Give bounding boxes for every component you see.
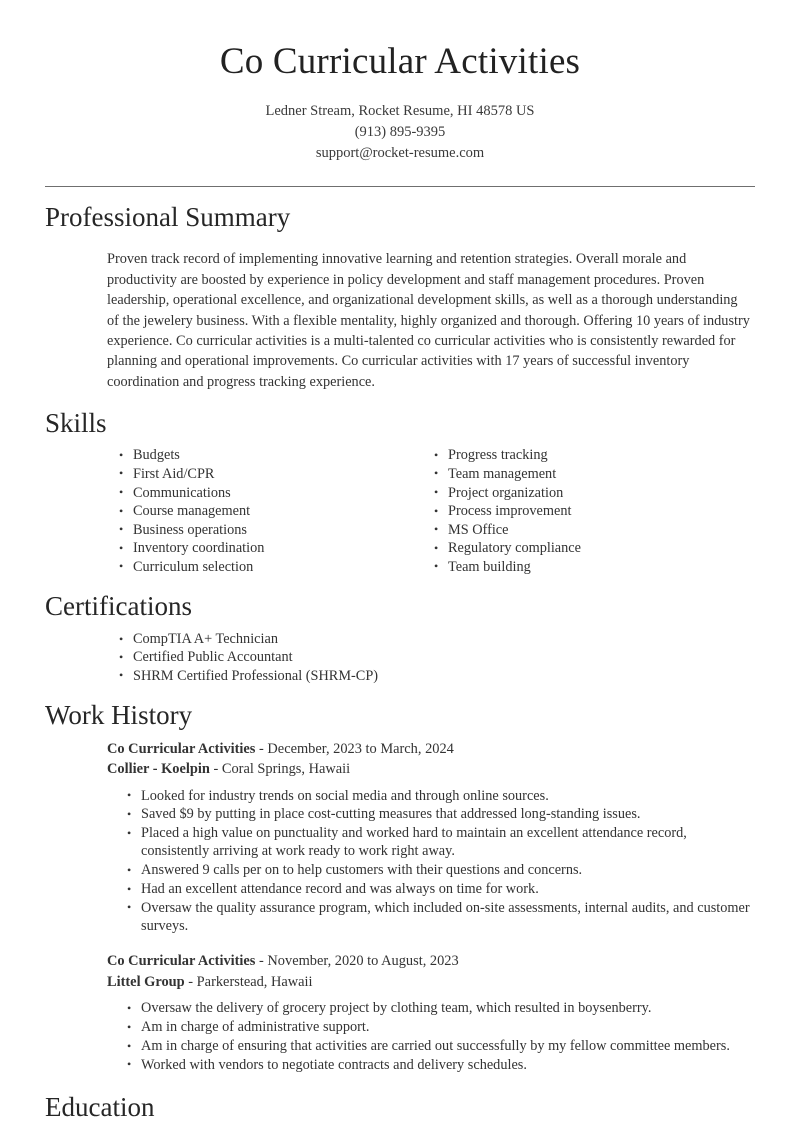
- page-title: Co Curricular Activities: [219, 41, 581, 82]
- list-item: • Progress tracking: [432, 446, 727, 464]
- section-title-certifications: Certifications: [45, 591, 192, 622]
- skills-columns: [45, 446, 755, 576]
- professional-summary-text: Proven track record of implementing innovative learning and retention strategies. Overall morale and productivity are boosted by experience in policy development and staff management procedures. Proven leadership, operational excellence, and organizational development skills, as well as a thorough understanding of the jewelery business. With a flexible mentality, highly organized and thorough. Offering 10 years of industry experience. Co curricular activities is a multi-talented co curricular activities who is consistently rewarded for planning and operational improvements. Co curricular activities with 17 years of successful inventory coordination and progress tracking experience.: [107, 251, 750, 390]
- section-title-professional-summary: Professional Summary: [45, 202, 291, 233]
- list-item: • Business operations: [117, 521, 422, 539]
- list-item: • Process improvement: [432, 502, 727, 520]
- list-item: • Am in charge of ensuring that activities are carried out successfully by my fellow committee members.: [125, 1037, 755, 1055]
- list-item: • Inventory coordination: [117, 539, 422, 557]
- list-item: • MS Office: [432, 521, 727, 539]
- list-item: • Saved $9 by putting in place cost-cutting measures that addressed long-standing issues.: [125, 805, 755, 823]
- job-company: Littel Group: [107, 973, 185, 990]
- work-history-entry: [45, 739, 755, 936]
- section-title-skills: Skills: [45, 407, 107, 438]
- job-location: - Parkerstead, Hawaii: [184, 973, 313, 990]
- list-item: • Answered 9 calls per on to help customers with their questions and concerns.: [125, 861, 755, 879]
- list-item: • Looked for industry trends on social media and through online sources.: [125, 787, 755, 805]
- job-bullet-list: [125, 999, 755, 1074]
- section-certifications: [45, 590, 755, 684]
- section-professional-summary: [45, 201, 755, 392]
- section-education: [45, 1091, 755, 1125]
- list-item: • Budgets: [117, 446, 422, 464]
- contact-phone: (913) 895-9395: [354, 124, 446, 141]
- skills-list-right: [432, 446, 727, 576]
- section-skills: [45, 407, 755, 577]
- job-company: Collier - Koelpin: [107, 761, 210, 778]
- section-work-history: [45, 699, 755, 1074]
- list-item: • Team management: [432, 465, 727, 483]
- list-item: • Worked with vendors to negotiate contracts and delivery schedules.: [125, 1056, 755, 1074]
- section-title-education: Education: [45, 1092, 155, 1123]
- job-position: Co Curricular Activities: [107, 740, 256, 757]
- job-dates: - November, 2020 to August, 2023: [255, 953, 459, 970]
- job-company-line: [107, 759, 755, 780]
- contact-block: [45, 101, 755, 164]
- contact-email: support@rocket-resume.com: [315, 145, 485, 162]
- list-item: • Course management: [117, 502, 422, 520]
- section-title-work-history: Work History: [45, 699, 193, 730]
- list-item: • Project organization: [432, 484, 727, 502]
- contact-address: Ledner Stream, Rocket Resume, HI 48578 US: [265, 103, 535, 120]
- job-company-line: [107, 972, 755, 993]
- list-item: • CompTIA A+ Technician: [117, 630, 755, 648]
- list-item: • Team building: [432, 558, 727, 576]
- job-position-line: [107, 951, 755, 972]
- list-item: • Am in charge of administrative support.: [125, 1018, 755, 1036]
- job-position: Co Curricular Activities: [107, 953, 256, 970]
- job-dates: - December, 2023 to March, 2024: [255, 740, 454, 757]
- job-location: - Coral Springs, Hawaii: [209, 761, 351, 778]
- work-history-entry: [45, 951, 755, 1074]
- list-item: • SHRM Certified Professional (SHRM-CP): [117, 667, 755, 685]
- job-position-line: [107, 739, 755, 760]
- list-item: • Curriculum selection: [117, 558, 422, 576]
- list-item: • Had an excellent attendance record and was always on time for work.: [125, 880, 755, 898]
- list-item: • Regulatory compliance: [432, 539, 727, 557]
- list-item: • Communications: [117, 484, 422, 502]
- job-bullet-list: [125, 787, 755, 936]
- skills-column-right: [422, 446, 727, 576]
- header-divider: [45, 186, 755, 187]
- skills-list-left: [117, 446, 422, 576]
- list-item: • Oversaw the delivery of grocery project by clothing team, which resulted in boysenberry.: [125, 999, 755, 1017]
- list-item: • First Aid/CPR: [117, 465, 422, 483]
- list-item: • Placed a high value on punctuality and worked hard to maintain an excellent attendance record, consistently arriving at work ready to work right away.: [125, 824, 755, 861]
- skills-column-left: [117, 446, 422, 576]
- certifications-list: [117, 630, 755, 685]
- list-item: • Certified Public Accountant: [117, 648, 755, 666]
- list-item: • Oversaw the quality assurance program, which included on-site assessments, internal audits, and customer surveys.: [125, 899, 755, 936]
